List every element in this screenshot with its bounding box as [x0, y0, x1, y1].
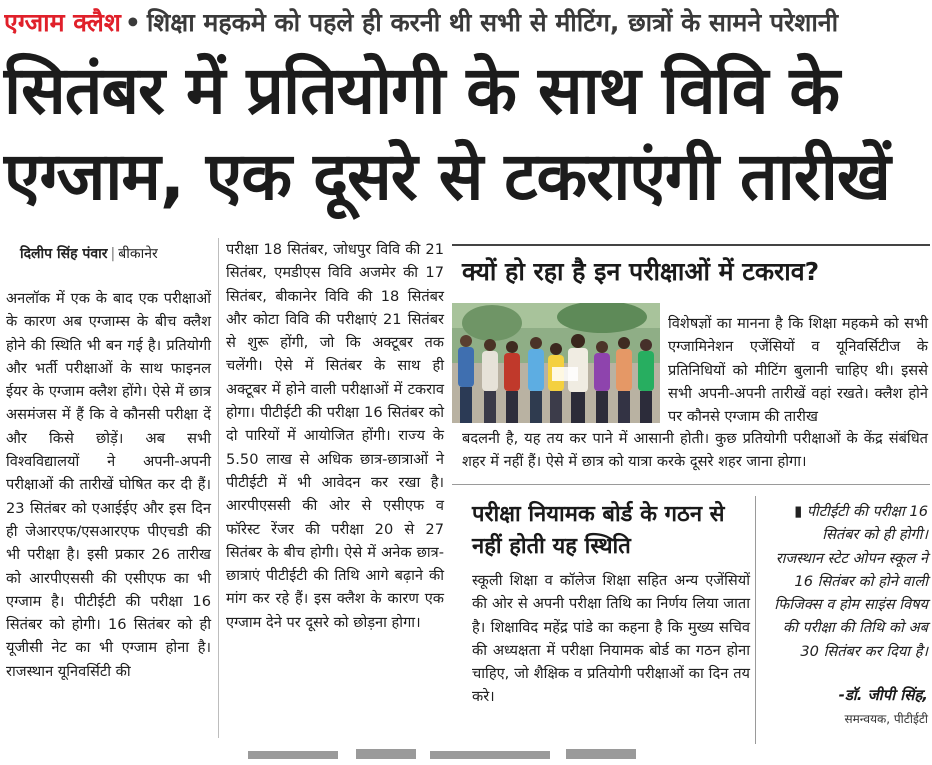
column-divider: [218, 238, 219, 738]
kicker-bullet: •: [124, 8, 141, 37]
box2-title: परीक्षा नियामक बोर्ड के गठन से नहीं होती यह स्थिति: [472, 502, 725, 559]
byline: [20, 244, 210, 263]
kicker-text: शिक्षा महकमे को पहले ही करनी थी सभी से मीटिंग, छात्रों के सामने परेशानी: [146, 8, 839, 37]
quote: [772, 500, 928, 663]
box1-title: क्यों हो रहा है इन परीक्षाओं में टकराव?: [462, 257, 820, 286]
box-top-rule: [452, 244, 930, 246]
quote-role: समन्वयक, पीटीईटी: [844, 712, 928, 726]
headline-line-1: सितंबर में प्रतियोगी के साथ विवि के: [4, 52, 840, 129]
byline-author: दिलीप सिंह पंवार: [20, 246, 108, 262]
box2-body: स्कूली शिक्षा व कॉलेज शिक्षा सहित अन्य एजेंसियों की ओर से अपनी परीक्षा तिथि का निर्णय लिया जाता है। शिक्षाविद महेंद्र पांडे का कहना है कि मुख्य सचिव की अध्यक्षता में परीक्षा नियामक बोर्ड का गठन होना चाहिए, जो शैक्षिक व प्रतियोगी परीक्षाओं का दिन तय करे।: [472, 572, 750, 706]
quote-marker: ▮: [794, 503, 803, 520]
quote-name: -डॉ. जीपी सिंह,: [838, 686, 928, 704]
byline-separator: |: [110, 246, 116, 262]
box-divider: [452, 484, 930, 485]
story-column-2: परीक्षा 18 सितंबर, जोधपुर विवि की 21 सितंबर, एमडीएस विवि अजमेर की 17 सितंबर, बीकानेर विवि की 18 सितंबर और कोटा विवि की परीक्षाएं 21 सितंबर से शुरू होंगी, जो कि अक्टूबर तक चलेंगी। ऐसे में सितंबर के साथ ही अक्टूबर में होने वाली परीक्षाओं में टकराव होगा। पीटीईटी की परीक्षा 16 सितंबर को दो पारियों में आयोजित होंगी। राज्य के 5.50 लाख से अधिक छात्र-छात्राओं ने पीटीईटी में भी आवेदन कर रखा है। आरपीएससी की ओर से एसीएफ व फॉरेस्ट रेंजर की परीक्षा 20 से 27 सितंबर के बीच होगी। ऐसे में अनेक छात्र-छात्राएं पीटीईटी की तिथि आगे बढ़ाने की मांग कर रहे हैं। इस क्लैश के कारण एक एग्जाम देने पर दूसरे को छोड़ना होगा।: [226, 241, 444, 631]
byline-city: बीकानेर: [118, 246, 158, 262]
quote-text: पीटीईटी की परीक्षा 16 सितंबर को ही होगी। राजस्थान स्टेट ओपन स्कूल ने 16 सितंबर को होने वाली फिजिक्स व होम साइंस विषय की परीक्षा की तिथि को अब 30 सितंबर कर दिया है।: [774, 503, 928, 660]
story-column-1: अनलॉक में एक के बाद एक परीक्षाओं के कारण अब एग्जाम्स के बीच क्लैश होने की स्थिति भी बन गई है। प्रतियोगी और भर्ती परीक्षाओं के साथ फाइनल ईयर के एग्जाम क्लैश होंगे। ऐसे में छात्र असमंजस में हैं कि वे कौनसी परीक्षा दें और किसे छोड़ें। अब सभी विश्वविद्यालयों ने अपनी-अपनी परीक्षाओं की तारीखें घोषित कर दी हैं। 23 सितंबर को एआईईए और इस दिन ही जेआरएफ/एसआरएफ पीएचडी की भी परीक्षा है। इसी प्रकार 26 तारीख को आरपीएससी की एसीएफ का भी एग्जाम है। पीटीईटी की परीक्षा 16 सितंबर को होगी। 16 सितंबर को ही यूजीसी नेट का भी एग्जाम होना है। राजस्थान यूनिवर्सिटी की: [6, 290, 211, 680]
students-photo-illustration: [452, 303, 660, 423]
box1-side-text: विशेषज्ञों का मानना है कि शिक्षा महकमे को सभी एग्जामिनेशन एजेंसियों व यूनिवर्सिटीज के प्रतिनिधियों को मीटिंग बुलानी चाहिए थी। इससे सभी अपनी-अपनी तारीखें वहां रखते। क्लैश होने पर कौनसे एग्जाम की तारीख: [668, 315, 928, 426]
box1-bottom-text: बदलनी है, यह तय कर पाने में आसानी होती। कुछ प्रतियोगी परीक्षाओं के केंद्र संबंधित शहर में नहीं हैं। ऐसे में छात्र को यात्रा करके दूसरे शहर जाना होगा।: [462, 430, 928, 471]
students-photo: [452, 303, 660, 423]
headline: [4, 48, 928, 220]
quote-divider: [755, 496, 756, 744]
next-article-fragment: [0, 745, 932, 765]
kicker: [4, 4, 928, 42]
kicker-tag: एग्जाम क्लैश: [4, 8, 121, 37]
headline-line-2: एग्जाम, एक दूसरे से टकराएंगी तारीखें: [4, 138, 890, 215]
